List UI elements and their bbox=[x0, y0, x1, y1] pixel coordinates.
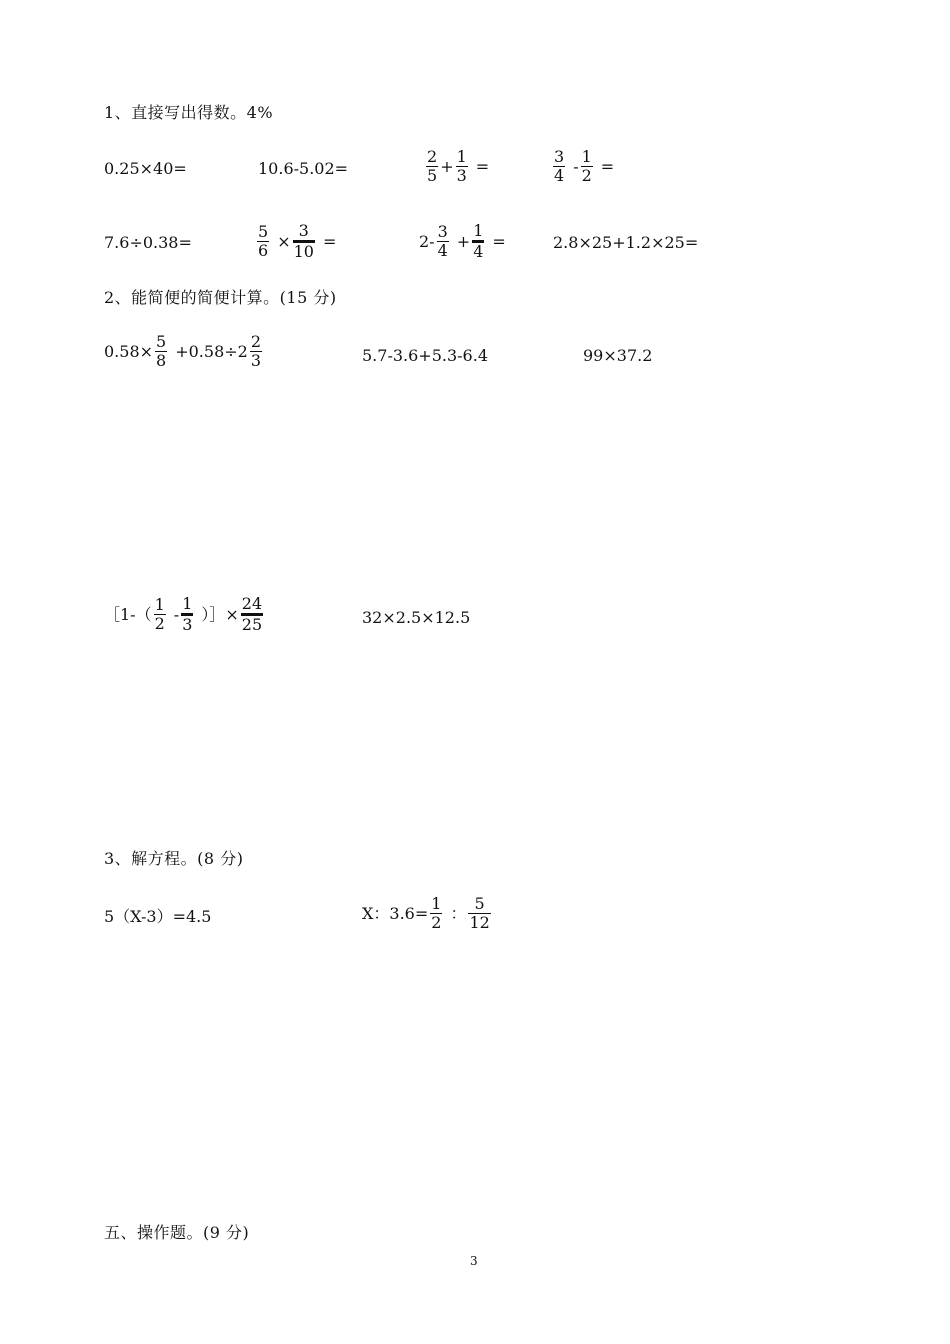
denominator: 3 bbox=[250, 351, 262, 370]
numerator: 1 bbox=[473, 221, 484, 240]
problem-1-2 bbox=[258, 161, 348, 177]
section1-heading: 1、直接写出得数。4% bbox=[104, 103, 274, 122]
problem-2-5 bbox=[362, 610, 470, 626]
numerator: 5 bbox=[474, 894, 485, 913]
expression-text: X：3.6= bbox=[362, 903, 429, 923]
denominator: 3 bbox=[456, 166, 467, 185]
numerator: 3 bbox=[437, 222, 448, 241]
numerator: 24 bbox=[241, 594, 263, 613]
fraction bbox=[155, 333, 167, 370]
operator: × bbox=[277, 231, 291, 251]
operator: - bbox=[173, 604, 180, 624]
section3-heading: 3、解方程。(8 分) bbox=[104, 849, 244, 868]
fraction bbox=[154, 596, 166, 633]
fraction bbox=[553, 148, 565, 185]
denominator: 4 bbox=[437, 241, 448, 260]
equals-sign: = bbox=[475, 156, 490, 176]
problem-2-4 bbox=[104, 595, 265, 634]
problem-1-5 bbox=[104, 235, 192, 251]
fraction bbox=[181, 595, 193, 634]
expression-text: 7.6÷0.38= bbox=[104, 233, 192, 252]
fraction bbox=[456, 148, 468, 185]
numerator: 5 bbox=[258, 222, 269, 241]
fraction bbox=[241, 595, 263, 634]
denominator: 10 bbox=[293, 242, 314, 261]
fraction bbox=[437, 223, 449, 260]
fraction bbox=[581, 148, 593, 185]
operator: + bbox=[440, 156, 454, 176]
fraction bbox=[472, 222, 484, 261]
problem-1-1 bbox=[104, 161, 187, 177]
numerator: 1 bbox=[182, 594, 193, 613]
expression-text: 32×2.5×12.5 bbox=[362, 608, 471, 627]
expression-text: 0.58× bbox=[104, 341, 154, 361]
denominator: 4 bbox=[554, 166, 565, 185]
denominator: 8 bbox=[156, 351, 167, 370]
numerator: 1 bbox=[456, 147, 467, 166]
problem-3-1 bbox=[104, 909, 211, 925]
problem-2-3 bbox=[583, 348, 652, 364]
equals-sign: = bbox=[492, 231, 506, 251]
expression-text: +0.58÷2 bbox=[175, 341, 248, 361]
fraction bbox=[468, 895, 490, 932]
expression-text: 99×37.2 bbox=[583, 346, 653, 365]
denominator: 5 bbox=[427, 166, 438, 185]
numerator: 1 bbox=[154, 595, 165, 614]
expression-text: 2- bbox=[419, 231, 435, 251]
operator: + bbox=[456, 231, 471, 251]
denominator: 2 bbox=[581, 166, 592, 185]
problem-2-1 bbox=[104, 333, 264, 370]
numerator: 3 bbox=[554, 147, 565, 166]
denominator: 3 bbox=[182, 615, 193, 634]
operator: - bbox=[573, 156, 579, 176]
expression-text: 5.7-3.6+5.3-6.4 bbox=[362, 346, 488, 365]
problem-1-7 bbox=[419, 222, 506, 261]
expression-text: 0.25×40= bbox=[104, 159, 187, 178]
problem-1-3 bbox=[424, 148, 489, 185]
numerator: 1 bbox=[431, 894, 442, 913]
expression-text: 10.6-5.02= bbox=[258, 159, 349, 178]
fraction bbox=[426, 148, 438, 185]
fraction bbox=[293, 222, 315, 261]
numerator: 3 bbox=[298, 221, 309, 240]
numerator: 2 bbox=[427, 147, 438, 166]
problem-1-8 bbox=[553, 235, 698, 251]
fraction bbox=[250, 333, 262, 370]
numerator: 5 bbox=[156, 332, 167, 351]
problem-1-4 bbox=[551, 148, 614, 185]
denominator: 6 bbox=[258, 241, 269, 260]
fraction bbox=[430, 895, 442, 932]
expression-text: 2.8×25+1.2×25= bbox=[553, 233, 699, 252]
denominator: 12 bbox=[469, 913, 490, 932]
denominator: 4 bbox=[473, 242, 484, 261]
section5-heading: 五、操作题。(9 分) bbox=[104, 1223, 250, 1242]
equals-sign: = bbox=[600, 156, 615, 176]
problem-3-2 bbox=[362, 895, 493, 932]
equals-sign: = bbox=[322, 231, 337, 251]
expression-text: 5（X-3）=4.5 bbox=[104, 907, 212, 926]
section2-heading: 2、能简便的简便计算。(15 分) bbox=[104, 288, 337, 307]
page-number: 3 bbox=[470, 1254, 478, 1268]
problem-1-6 bbox=[255, 222, 336, 261]
expression-text: ［1-（ bbox=[104, 604, 152, 624]
numerator: 1 bbox=[581, 147, 592, 166]
expression-text: ）］× bbox=[201, 604, 239, 624]
ratio-colon: ： bbox=[450, 903, 467, 923]
denominator: 2 bbox=[431, 913, 442, 932]
problem-2-2 bbox=[362, 348, 488, 364]
fraction bbox=[257, 223, 269, 260]
denominator: 2 bbox=[154, 614, 165, 633]
numerator: 2 bbox=[250, 332, 262, 351]
denominator: 25 bbox=[241, 615, 263, 634]
